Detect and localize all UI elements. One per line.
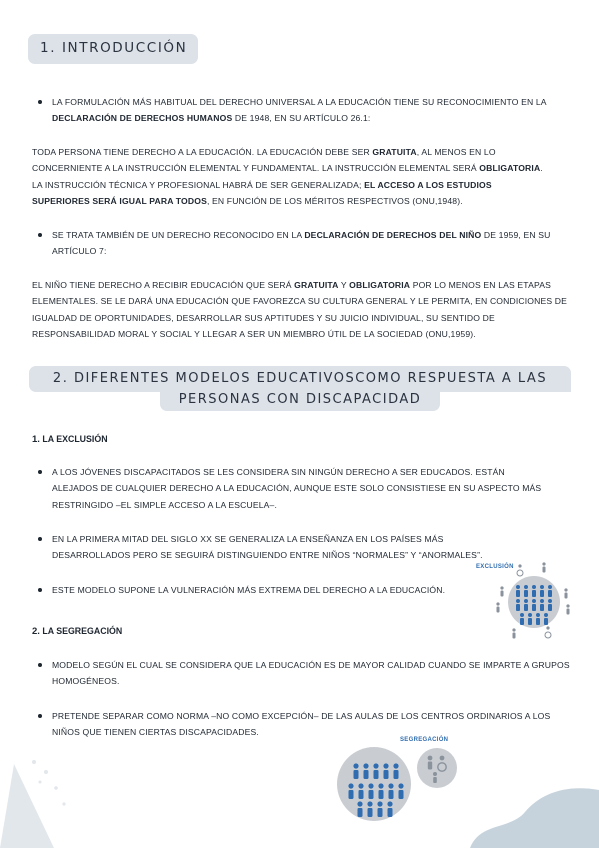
person-icon	[536, 613, 540, 625]
person-icon	[524, 585, 528, 597]
person-icon	[373, 763, 378, 779]
person-icon	[433, 772, 437, 783]
wheelchair-icon	[545, 626, 551, 638]
paragraph-text: , EN FUNCIÓN DE LOS MÉRITOS RESPECTIVOS (ONU,1948).	[206, 195, 463, 206]
paragraph-bold-text: EL ACCESO A LOS ESTUDIOS SUPERIORES SERÁ IGUAL PARA TODOS	[32, 179, 492, 206]
person-icon	[524, 599, 528, 611]
subheading-number: 1.	[32, 434, 40, 445]
section-heading-modelos	[29, 366, 571, 411]
person-icon	[368, 783, 373, 799]
paragraph-text: , AL MENOS EN LO CONCERNIENTE A LA INSTRUCCIÓN ELEMENTAL Y FUNDAMENTAL. LA INSTRUCCIÓN ELEMENTAL SERÁ	[32, 147, 496, 174]
person-icon	[367, 801, 372, 817]
person-icon	[516, 585, 520, 597]
paragraph-text: EL NIÑO TIENE DERECHO A RECIBIR EDUCACIÓN QUE SERÁ	[32, 280, 295, 290]
bullet-text: DE 1959, EN SU ARTÍCULO 7:	[52, 230, 551, 257]
section-heading-line1: 2. DIFERENTES MODELOS EDUCATIVOSCOMO RESPUESTA A LAS	[29, 366, 571, 392]
segregacion-bullet-2	[52, 708, 572, 741]
intro-bullet-declaracion-nino	[52, 227, 562, 260]
subheading-segregacion	[32, 626, 122, 637]
person-icon	[496, 602, 499, 612]
paragraph-bold-text: OBLIGATORIA	[479, 163, 541, 174]
bullet-text: A LOS JÓVENES DISCAPACITADOS SE LES CONSIDERA SIN NINGÚN DERECHO A SER EDUCADOS. ESTÁN ALEJADOS DE CUALQUIER DERECHO A LA EDUCACIÓN, AUNQUE ESTE SOLO CONSISTIESE EN SU ASPECTO MÁS RESTRINGIDO –EL SIMPLE ACCESO A LA ESCUELA–.	[52, 467, 542, 510]
person-icon	[544, 613, 548, 625]
bullet-text: MODELO SEGÚN EL CUAL SE CONSIDERA QUE LA EDUCACIÓN ES DE MAYOR CALIDAD CUANDO SE IMPARTE A GRUPOS HOMOGÉNEOS.	[52, 660, 570, 687]
exclusion-figure	[490, 560, 574, 642]
segregacion-bullet-1	[52, 657, 572, 690]
person-icon	[357, 801, 362, 817]
person-icon	[358, 783, 363, 799]
intro-quote-nino	[32, 277, 570, 342]
paragraph-text: POR LO MENOS EN LAS ETAPAS ELEMENTALES. SE LE DARÁ UNA EDUCACIÓN QUE FAVOREZCA SU CULTURA GENERAL Y LE PERMITA, EN CONDICIONES DE IGUALDAD DE OPORTUNIDADES, DESARROLLAR SUS APTITUDES Y SU JUICIO INDIVIDUAL, SU SENTIDO DE RESPONSABILIDAD MORAL Y SOCIAL Y LLEGAR A SER UN MIEMBRO ÚTIL DE LA SOCIEDAD (ONU,1959).	[32, 280, 568, 339]
decorative-triangle	[0, 758, 70, 848]
bullet-text: DE 1948, EN SU ARTÍCULO 26.1:	[232, 113, 371, 124]
section-heading-text: 1. INTRODUCCIÓN	[40, 40, 188, 56]
exclusion-bullet-3	[52, 582, 482, 598]
person-icon	[528, 613, 532, 625]
segregacion-figure-label: SEGREGACIÓN	[400, 737, 449, 743]
paragraph-bold-text: OBLIGATORIA	[349, 280, 411, 290]
person-icon	[388, 783, 393, 799]
bullet-text: ESTE MODELO SUPONE LA VULNERACIÓN MÁS EXTREMA DEL DERECHO A LA EDUCACIÓN.	[52, 585, 446, 595]
paragraph-text: Y	[338, 280, 350, 290]
subheading-title: LA SEGREGACIÓN	[39, 626, 123, 636]
exclusion-bullet-1	[52, 464, 552, 513]
person-icon	[348, 783, 353, 799]
intro-bullet-declaracion-ddhh	[52, 94, 562, 127]
person-icon	[378, 783, 383, 799]
segregacion-separate-circle	[417, 748, 457, 788]
bullet-bold-text: DECLARACIÓN DE DERECHOS DEL NIÑO	[304, 230, 482, 240]
person-icon	[520, 613, 524, 625]
person-icon	[564, 588, 567, 598]
paragraph-bold-text: GRATUITA	[372, 147, 417, 157]
subheading-number: 2.	[32, 626, 40, 637]
person-icon	[387, 801, 392, 817]
person-icon	[532, 599, 536, 611]
person-icon	[532, 585, 536, 597]
bullet-text: LA FORMULACIÓN MÁS HABITUAL DEL DERECHO UNIVERSAL A LA EDUCACIÓN TIENE SU RECONOCIMIENTO EN LA	[52, 97, 547, 107]
subheading-title: LA EXCLUSIÓN	[39, 434, 108, 444]
person-icon	[377, 801, 382, 817]
paragraph-text: TODA PERSONA TIENE DERECHO A LA EDUCACIÓN. LA EDUCACIÓN DEBE SER	[32, 147, 373, 157]
person-icon	[393, 763, 398, 779]
subheading-exclusion	[32, 434, 108, 445]
person-icon	[363, 763, 368, 779]
section-heading-line2: PERSONAS CON DISCAPACIDAD	[160, 390, 440, 411]
bullet-text: SE TRATA TAMBIÉN DE UN DERECHO RECONOCIDO EN LA	[52, 230, 305, 240]
segregacion-figure	[334, 746, 464, 824]
wheelchair-icon	[517, 564, 523, 576]
paragraph-bold-text: GRATUITA	[294, 280, 339, 290]
bullet-text: PRETENDE SEPARAR COMO NORMA –NO COMO EXCEPCIÓN– DE LAS AULAS DE LOS CENTROS ORDINARIOS A LOS NIÑOS QUE TIENEN CIERTAS DISCAPACIDADES.	[52, 711, 551, 738]
person-icon	[500, 586, 503, 596]
person-icon	[548, 585, 552, 597]
person-icon	[383, 763, 388, 779]
intro-quote-ddhh	[32, 144, 544, 209]
person-icon	[566, 604, 569, 614]
decorative-wave	[470, 782, 599, 848]
person-icon	[516, 599, 520, 611]
person-icon	[540, 585, 544, 597]
paragraph-text: . LA INSTRUCCIÓN TÉCNICA Y PROFESIONAL HABRÁ DE SER GENERALIZADA;	[32, 163, 543, 190]
person-icon	[542, 562, 545, 572]
bullet-text: EN LA PRIMERA MITAD DEL SIGLO XX SE GENERALIZA LA ENSEÑANZA EN LOS PAÍSES MÁS DESARROLLADOS PERO SE SEGUIRÁ DISTINGUIENDO ENTRE NIÑOS “NORMALES” Y “ANORMALES”.	[52, 534, 483, 561]
person-icon	[428, 756, 433, 770]
exclusion-figure-label: EXCLUSIÓN	[476, 564, 514, 570]
person-icon	[548, 599, 552, 611]
person-icon	[353, 763, 358, 779]
person-icon	[398, 783, 403, 799]
exclusion-bullet-2	[52, 531, 522, 564]
person-icon	[540, 599, 544, 611]
person-icon	[512, 628, 515, 638]
section-heading-introduccion	[28, 34, 198, 64]
bullet-bold-text: DECLARACIÓN DE DERECHOS HUMANOS	[52, 113, 233, 124]
